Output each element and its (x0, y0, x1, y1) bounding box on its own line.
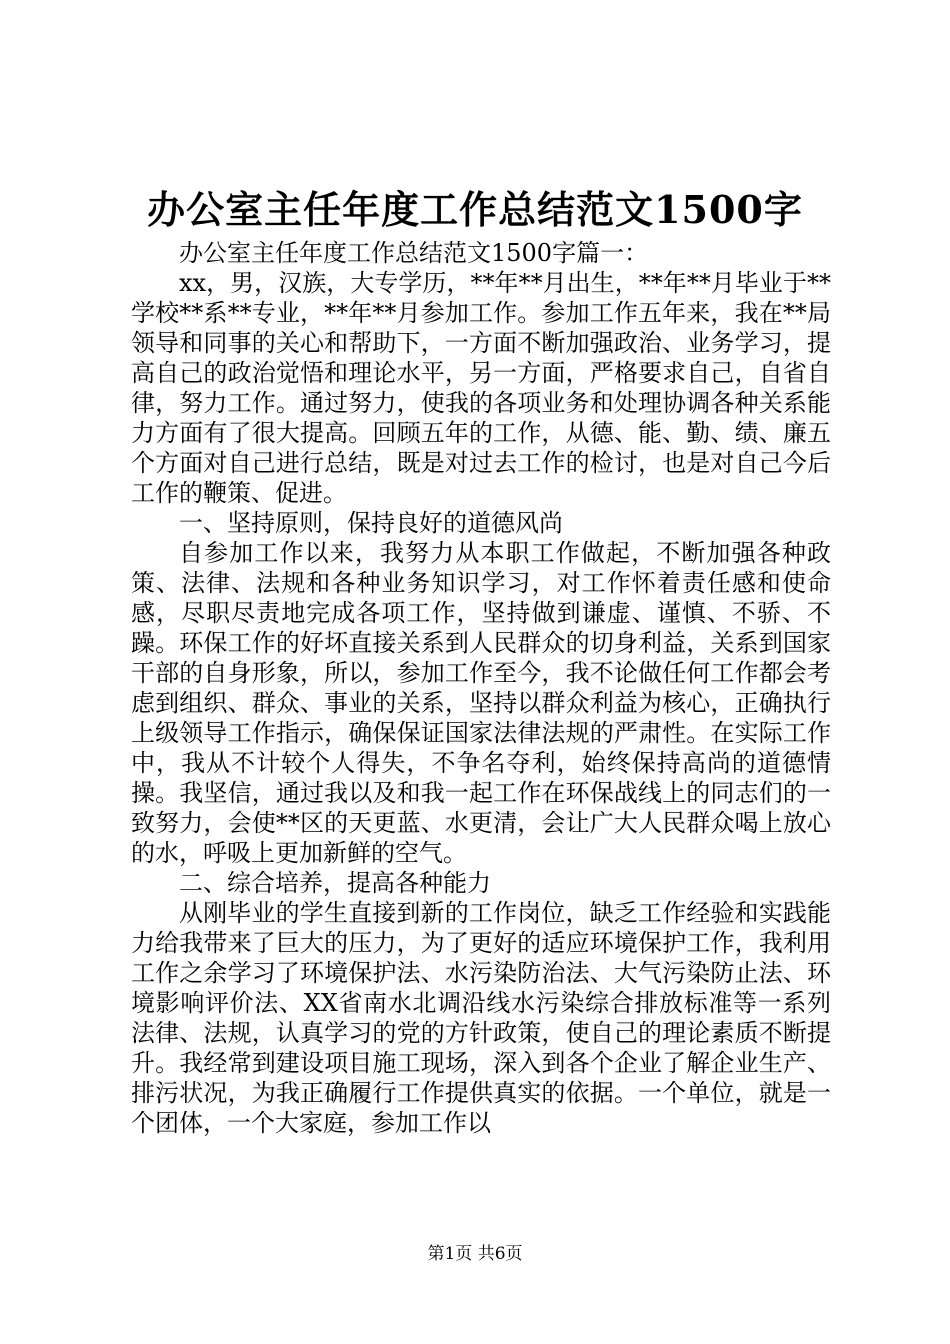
body-paragraph: 从刚毕业的学生直接到新的工作岗位，缺乏工作经验和实践能力给我带来了巨大的压力，为了更好的适应环境保护工作，我利用工作之余学习了环境保护法、水污染防治法、大气污染防止法、环境影响评价法、XX省南水北调沿线水污染综合排放标准等一系列法律、法规，认真学习的党的方针政策，使自己的理论素质不断提升。我经常到建设项目施工现场，深入到各个企业了解企业生产、排污状况，为我正确履行工作提供真实的依据。一个单位，就是一个团体，一个大家庭，参加工作以 (131, 899, 831, 1137)
intro-line: 办公室主任年度工作总结范文1500字篇一： (179, 239, 649, 267)
body-paragraph: xx，男，汉族，大专学历，**年**月出生，**年**月毕业于**学校**系**专业，**年**月参加工作。参加工作五年来，我在**局领导和同事的关心和帮助下，一方面不断加强政治、业务学习，提高自己的政治觉悟和理论水平，另一方面，严格要求自己，自省自律，努力工作。通过努力，使我的各项业务和处理协调各种关系能力方面有了很大提高。回顾五年的工作，从德、能、勤、绩、廉五个方面对自己进行总结，既是对过去工作的检讨，也是对自己今后工作的鞭策、促进。 (131, 269, 831, 507)
section-heading: 一、坚持原则，保持良好的道德风尚 (179, 509, 563, 537)
section-heading: 二、综合培养，提高各种能力 (179, 869, 491, 897)
page-footer: 第1页 共6页 (427, 1244, 523, 1264)
document-title: 办公室主任年度工作总结范文1500字 (147, 187, 803, 232)
body-paragraph: 自参加工作以来，我努力从本职工作做起，不断加强各种政策、法律、法规和各种业务知识学习，对工作怀着责任感和使命感，尽职尽责地完成各项工作，坚持做到谦虚、谨慎、不骄、不躁。环保工作的好坏直接关系到人民群众的切身利益，关系到国家干部的自身形象，所以，参加工作至今，我不论做任何工作都会考虑到组织、群众、事业的关系，坚持以群众利益为核心，正确执行上级领导工作指示，确保保证国家法律法规的严肃性。在实际工作中，我从不计较个人得失，不争名夺利，始终保持高尚的道德情操。我坚信，通过我以及和我一起工作在环保战线上的同志们的一致努力，会使**区的天更蓝、水更清，会让广大人民群众喝上放心的水，呼吸上更加新鲜的空气。 (131, 539, 831, 867)
document-body (131, 238, 831, 1138)
